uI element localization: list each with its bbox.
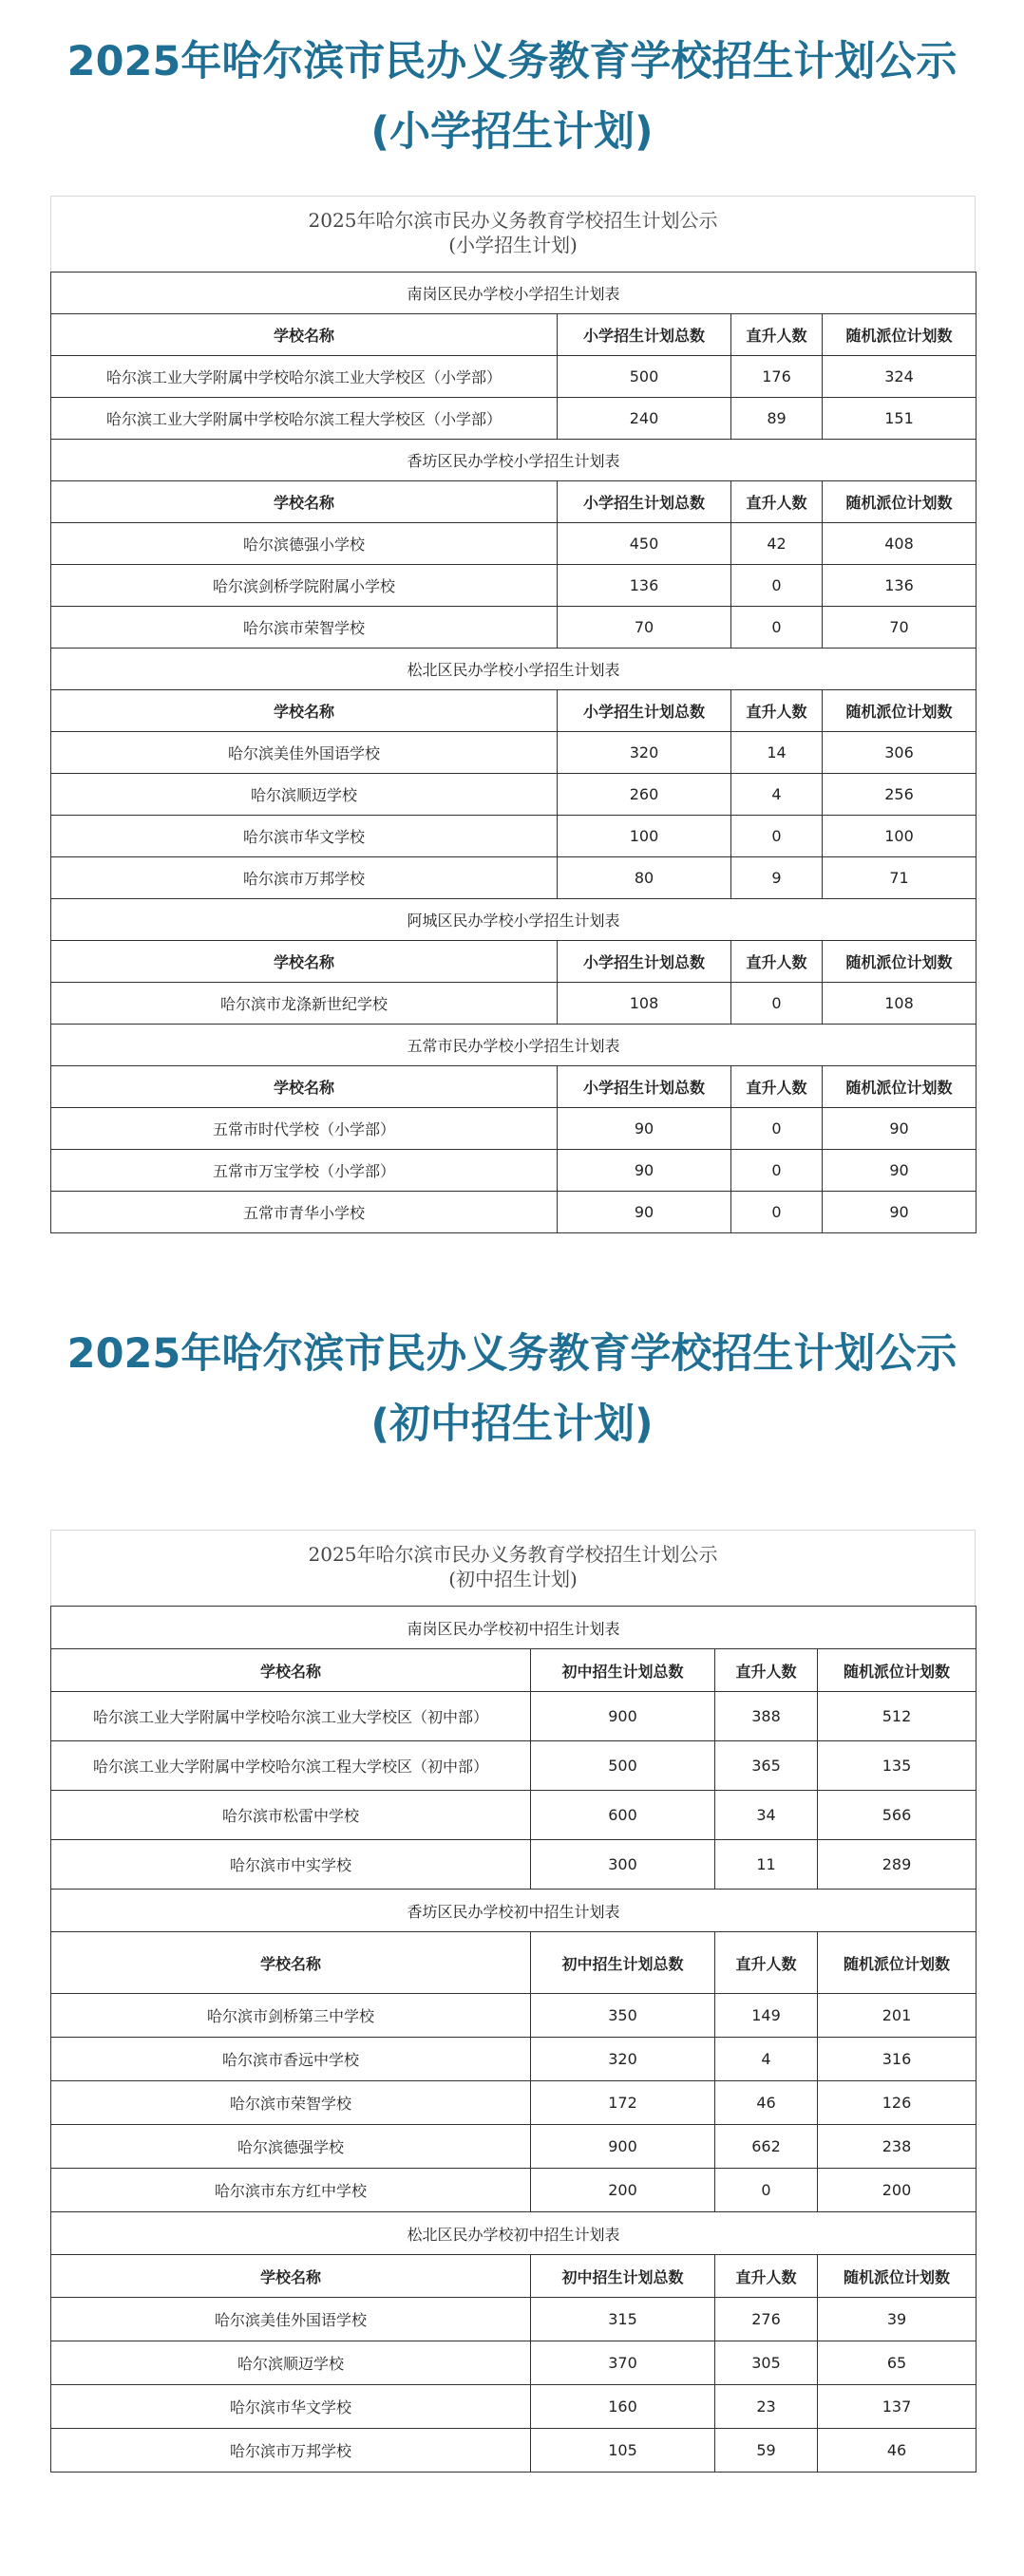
value-cell: 42	[731, 523, 823, 565]
column-header: 初中招生计划总数	[531, 1649, 715, 1692]
column-header: 随机派位计划数	[818, 1932, 977, 1994]
section-title-row	[51, 1890, 977, 1932]
table-row	[51, 732, 977, 774]
middle-banner-line1: 2025年哈尔滨市民办义务教育学校招生计划公示	[66, 1330, 958, 1378]
value-cell: 4	[731, 774, 823, 816]
value-cell: 39	[818, 2298, 977, 2341]
primary-banner-line1: 2025年哈尔滨市民办义务教育学校招生计划公示	[66, 38, 958, 85]
value-cell: 71	[823, 857, 977, 899]
value-cell: 14	[731, 732, 823, 774]
column-header: 随机派位计划数	[823, 481, 977, 523]
school-name-cell: 哈尔滨德强小学校	[51, 523, 558, 565]
column-header: 学校名称	[51, 1649, 531, 1692]
value-cell: 4	[715, 2038, 818, 2081]
middle-caption-line1: 2025年哈尔滨市民办义务教育学校招生计划公示	[308, 1543, 718, 1566]
section-title-row	[51, 899, 977, 941]
value-cell: 900	[531, 1692, 715, 1741]
column-header: 初中招生计划总数	[531, 2255, 715, 2298]
value-cell: 500	[558, 356, 731, 398]
value-cell: 65	[818, 2341, 977, 2385]
school-name-cell: 哈尔滨美佳外国语学校	[51, 2298, 531, 2341]
school-name-cell: 五常市青华小学校	[51, 1192, 558, 1233]
value-cell: 149	[715, 1994, 818, 2038]
column-header-row	[51, 481, 977, 523]
value-cell: 0	[731, 607, 823, 649]
value-cell: 315	[531, 2298, 715, 2341]
value-cell: 305	[715, 2341, 818, 2385]
school-name-cell: 哈尔滨工业大学附属中学校哈尔滨工业大学校区（小学部）	[51, 356, 558, 398]
school-name-cell: 哈尔滨德强学校	[51, 2125, 531, 2169]
value-cell: 306	[823, 732, 977, 774]
column-header: 随机派位计划数	[823, 314, 977, 356]
value-cell: 0	[731, 565, 823, 607]
value-cell: 100	[558, 816, 731, 857]
value-cell: 0	[715, 2169, 818, 2212]
table-row	[51, 398, 977, 440]
value-cell: 320	[531, 2038, 715, 2081]
column-header-row	[51, 690, 977, 732]
value-cell: 136	[558, 565, 731, 607]
column-header: 小学招生计划总数	[558, 1066, 731, 1108]
section-title-row	[51, 273, 977, 314]
value-cell: 108	[823, 983, 977, 1025]
school-name-cell: 哈尔滨顺迈学校	[51, 774, 558, 816]
column-header: 初中招生计划总数	[531, 1932, 715, 1994]
value-cell: 408	[823, 523, 977, 565]
table-row	[51, 2429, 977, 2473]
school-name-cell: 哈尔滨美佳外国语学校	[51, 732, 558, 774]
column-header: 随机派位计划数	[823, 941, 977, 983]
column-header: 直升人数	[731, 314, 823, 356]
table-row	[51, 1108, 977, 1150]
table-row	[51, 1192, 977, 1233]
section-title-row	[51, 2212, 977, 2255]
primary-caption	[50, 196, 976, 272]
value-cell: 350	[531, 1994, 715, 2038]
middle-table-wrap	[50, 1530, 976, 2473]
table-row	[51, 1840, 977, 1890]
value-cell: 89	[731, 398, 823, 440]
table-row	[51, 2038, 977, 2081]
table-row	[51, 2081, 977, 2125]
value-cell: 70	[558, 607, 731, 649]
school-name-cell: 哈尔滨市华文学校	[51, 2385, 531, 2429]
value-cell: 324	[823, 356, 977, 398]
school-name-cell: 哈尔滨工业大学附属中学校哈尔滨工程大学校区（初中部）	[51, 1741, 531, 1791]
column-header-row	[51, 1649, 977, 1692]
value-cell: 0	[731, 1150, 823, 1192]
table-row	[51, 2169, 977, 2212]
table-row	[51, 2298, 977, 2341]
section-title-row	[51, 1607, 977, 1649]
value-cell: 0	[731, 1108, 823, 1150]
value-cell: 566	[818, 1791, 977, 1840]
value-cell: 276	[715, 2298, 818, 2341]
value-cell: 135	[818, 1741, 977, 1791]
section-title: 南岗区民办学校初中招生计划表	[51, 1607, 977, 1649]
value-cell: 90	[558, 1108, 731, 1150]
value-cell: 137	[818, 2385, 977, 2429]
value-cell: 450	[558, 523, 731, 565]
value-cell: 260	[558, 774, 731, 816]
value-cell: 172	[531, 2081, 715, 2125]
value-cell: 90	[823, 1150, 977, 1192]
column-header-row	[51, 941, 977, 983]
school-name-cell: 哈尔滨工业大学附属中学校哈尔滨工业大学校区（初中部）	[51, 1692, 531, 1741]
value-cell: 320	[558, 732, 731, 774]
value-cell: 151	[823, 398, 977, 440]
value-cell: 176	[731, 356, 823, 398]
value-cell: 600	[531, 1791, 715, 1840]
table-row	[51, 1994, 977, 2038]
section-title: 阿城区民办学校小学招生计划表	[51, 899, 977, 941]
school-name-cell: 哈尔滨剑桥学院附属小学校	[51, 565, 558, 607]
school-name-cell: 哈尔滨市松雷中学校	[51, 1791, 531, 1840]
value-cell: 100	[823, 816, 977, 857]
column-header: 学校名称	[51, 314, 558, 356]
section-title: 松北区民办学校初中招生计划表	[51, 2212, 977, 2255]
value-cell: 160	[531, 2385, 715, 2429]
column-header-row	[51, 314, 977, 356]
section-title: 五常市民办学校小学招生计划表	[51, 1025, 977, 1066]
value-cell: 289	[818, 1840, 977, 1890]
column-header: 随机派位计划数	[823, 690, 977, 732]
value-cell: 388	[715, 1692, 818, 1741]
primary-banner-line2: (小学招生计划)	[370, 108, 654, 156]
table-row	[51, 857, 977, 899]
column-header: 学校名称	[51, 1932, 531, 1994]
school-name-cell: 哈尔滨顺迈学校	[51, 2341, 531, 2385]
column-header: 小学招生计划总数	[558, 314, 731, 356]
middle-plan-table	[50, 1606, 977, 2473]
section-title: 松北区民办学校小学招生计划表	[51, 649, 977, 690]
value-cell: 316	[818, 2038, 977, 2081]
value-cell: 46	[715, 2081, 818, 2125]
school-name-cell: 哈尔滨市东方红中学校	[51, 2169, 531, 2212]
value-cell: 11	[715, 1840, 818, 1890]
table-row	[51, 356, 977, 398]
value-cell: 0	[731, 1192, 823, 1233]
column-header-row	[51, 1932, 977, 1994]
column-header: 小学招生计划总数	[558, 941, 731, 983]
table-row	[51, 2125, 977, 2169]
value-cell: 200	[818, 2169, 977, 2212]
value-cell: 238	[818, 2125, 977, 2169]
value-cell: 126	[818, 2081, 977, 2125]
table-row	[51, 2341, 977, 2385]
column-header: 直升人数	[715, 1932, 818, 1994]
value-cell: 59	[715, 2429, 818, 2473]
column-header: 小学招生计划总数	[558, 481, 731, 523]
column-header: 直升人数	[731, 941, 823, 983]
school-name-cell: 哈尔滨市中实学校	[51, 1840, 531, 1890]
column-header: 直升人数	[715, 2255, 818, 2298]
school-name-cell: 哈尔滨市剑桥第三中学校	[51, 1994, 531, 2038]
value-cell: 201	[818, 1994, 977, 2038]
school-name-cell: 哈尔滨市万邦学校	[51, 857, 558, 899]
value-cell: 90	[823, 1108, 977, 1150]
value-cell: 46	[818, 2429, 977, 2473]
section-title: 香坊区民办学校初中招生计划表	[51, 1890, 977, 1932]
value-cell: 200	[531, 2169, 715, 2212]
table-row	[51, 816, 977, 857]
table-row	[51, 774, 977, 816]
column-header: 学校名称	[51, 941, 558, 983]
column-header: 学校名称	[51, 2255, 531, 2298]
value-cell: 80	[558, 857, 731, 899]
section-title-row	[51, 649, 977, 690]
middle-caption-line2: (初中招生计划)	[448, 1568, 578, 1590]
school-name-cell: 哈尔滨市华文学校	[51, 816, 558, 857]
primary-caption-line1: 2025年哈尔滨市民办义务教育学校招生计划公示	[308, 209, 718, 232]
table-row	[51, 523, 977, 565]
column-header: 学校名称	[51, 690, 558, 732]
section-title-row	[51, 1025, 977, 1066]
value-cell: 34	[715, 1791, 818, 1840]
section-title-row	[51, 440, 977, 481]
value-cell: 900	[531, 2125, 715, 2169]
column-header: 小学招生计划总数	[558, 690, 731, 732]
section-title: 香坊区民办学校小学招生计划表	[51, 440, 977, 481]
column-header-row	[51, 2255, 977, 2298]
school-name-cell: 哈尔滨市万邦学校	[51, 2429, 531, 2473]
school-name-cell: 哈尔滨市荣智学校	[51, 607, 558, 649]
table-row	[51, 983, 977, 1025]
school-name-cell: 五常市时代学校（小学部）	[51, 1108, 558, 1150]
value-cell: 512	[818, 1692, 977, 1741]
value-cell: 256	[823, 774, 977, 816]
middle-banner-line2: (初中招生计划)	[370, 1401, 654, 1448]
school-name-cell: 哈尔滨市龙涤新世纪学校	[51, 983, 558, 1025]
school-name-cell: 哈尔滨工业大学附属中学校哈尔滨工程大学校区（小学部）	[51, 398, 558, 440]
value-cell: 136	[823, 565, 977, 607]
primary-banner	[0, 0, 1024, 196]
column-header: 随机派位计划数	[818, 1649, 977, 1692]
value-cell: 70	[823, 607, 977, 649]
table-row	[51, 565, 977, 607]
middle-banner	[0, 1319, 1024, 1530]
column-header: 直升人数	[731, 690, 823, 732]
value-cell: 90	[823, 1192, 977, 1233]
value-cell: 90	[558, 1150, 731, 1192]
value-cell: 23	[715, 2385, 818, 2429]
value-cell: 9	[731, 857, 823, 899]
column-header: 学校名称	[51, 1066, 558, 1108]
section-title: 南岗区民办学校小学招生计划表	[51, 273, 977, 314]
column-header: 随机派位计划数	[823, 1066, 977, 1108]
column-header: 学校名称	[51, 481, 558, 523]
school-name-cell: 哈尔滨市香远中学校	[51, 2038, 531, 2081]
value-cell: 105	[531, 2429, 715, 2473]
column-header: 直升人数	[715, 1649, 818, 1692]
column-header: 直升人数	[731, 1066, 823, 1108]
column-header-row	[51, 1066, 977, 1108]
value-cell: 90	[558, 1192, 731, 1233]
primary-plan-table	[50, 272, 977, 1233]
primary-caption-line2: (小学招生计划)	[448, 234, 578, 256]
value-cell: 370	[531, 2341, 715, 2385]
value-cell: 240	[558, 398, 731, 440]
table-row	[51, 1741, 977, 1791]
value-cell: 365	[715, 1741, 818, 1791]
table-row	[51, 1692, 977, 1741]
table-row	[51, 2385, 977, 2429]
value-cell: 0	[731, 816, 823, 857]
school-name-cell: 五常市万宝学校（小学部）	[51, 1150, 558, 1192]
school-name-cell: 哈尔滨市荣智学校	[51, 2081, 531, 2125]
column-header: 直升人数	[731, 481, 823, 523]
value-cell: 662	[715, 2125, 818, 2169]
middle-caption	[50, 1530, 976, 1606]
table-row	[51, 607, 977, 649]
value-cell: 108	[558, 983, 731, 1025]
table-row	[51, 1791, 977, 1840]
value-cell: 300	[531, 1840, 715, 1890]
table-row	[51, 1150, 977, 1192]
column-header: 随机派位计划数	[818, 2255, 977, 2298]
value-cell: 500	[531, 1741, 715, 1791]
primary-table-wrap	[50, 196, 976, 1233]
value-cell: 0	[731, 983, 823, 1025]
